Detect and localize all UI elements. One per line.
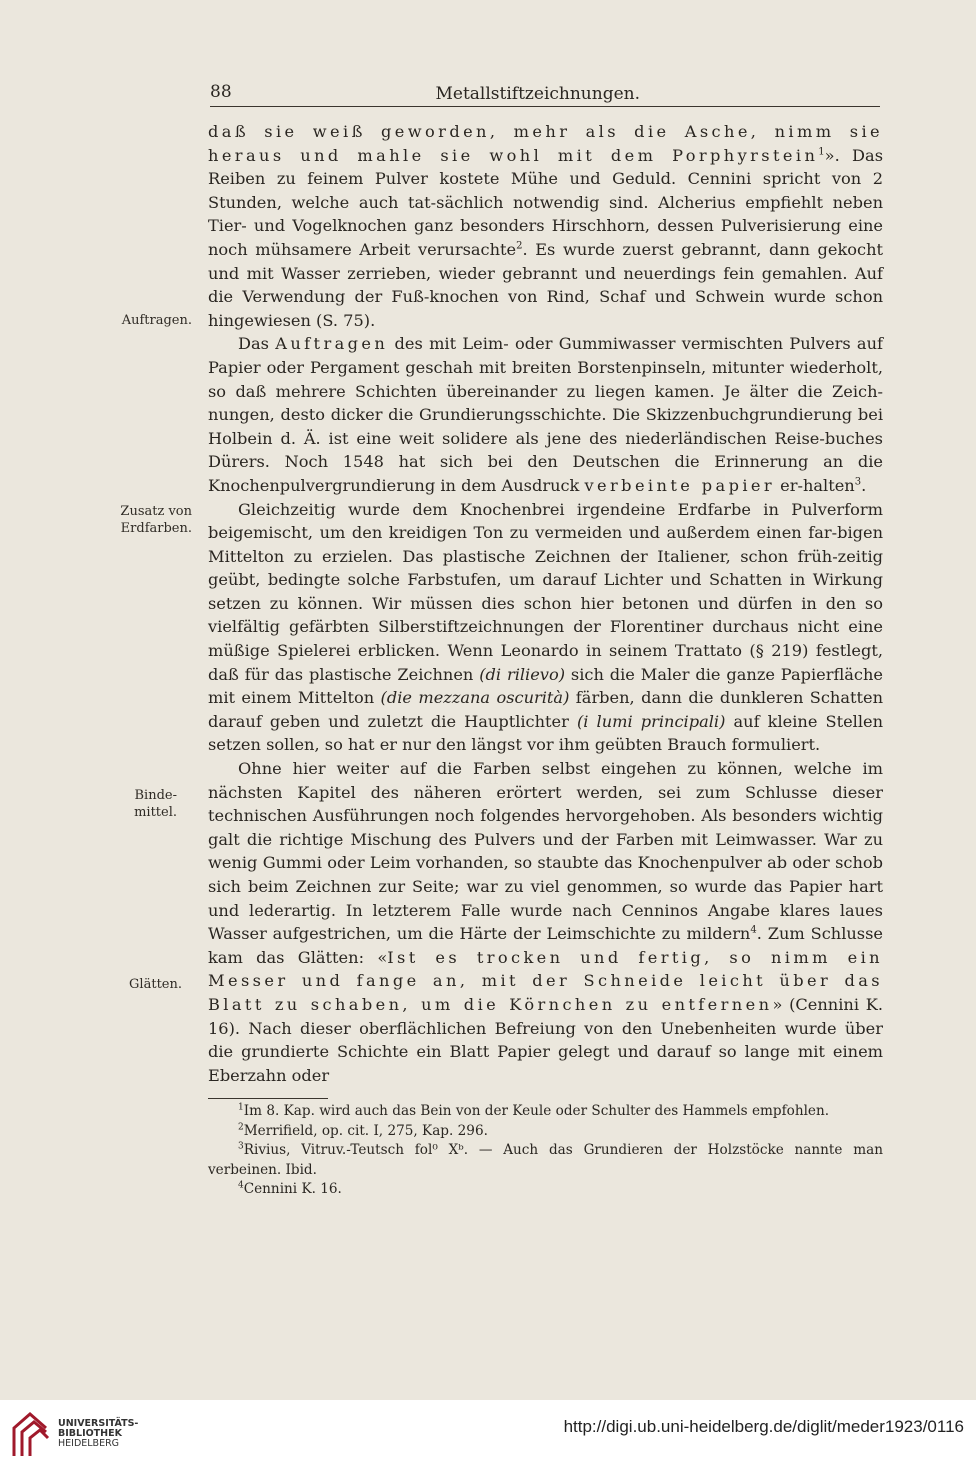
- running-title: Metallstiftzeichnungen.: [435, 84, 640, 104]
- margin-note-auftragen: Auftragen.: [121, 313, 192, 328]
- paragraph-1: daß sie weiß geworden, mehr als die Asche, nimm sie heraus und mahle sie wohl mit dem Porphyrstein$^1$». Das Reiben zu feinem Pulver kostete Mühe und Geduld. Cennini spricht von 2 Stunden, welche auch tat-sächlich notwendig sind. Alcherius empfiehlt neben Tier- und Vogelknochen ganz besonders Hirschhorn, dessen Pulverisierung eine noch mühsamere Arbeit verursachte$^2$. Es wurde zuerst gebrannt, dann gekocht und mit Wasser zerrieben, wieder gebrannt und neuerdings fein gemahlen. Auf die Verwendung der Fuß-knochen von Rind, Schaf und Schwein wurde schon hingewiesen (S. 75).: [208, 122, 883, 330]
- paragraph-3: Gleichzeitig wurde dem Knochenbrei irgendeine Erdfarbe in Pulverform beigemischt, um den kreidigen Ton zu vermeiden und außerdem einen far-bigen Mittelton zu erzielen. Das plastische Zeichnen der Italiener, schon früh-zeitig geübt, bedingte solche Farbstufen, um darauf Lichter und Schatten in Wirkung setzen zu können. Wir müssen dies schon hier betonen und dürfen in den so vielfältig gefärbten Silberstiftzeichnungen der Florentiner durchaus nicht eine müßige Spielerei erblicken. Wenn Leonardo in seinem Trattato (§ 219) festlegt, daß für das plastische Zeichnen (di rilievo) sich die Maler die ganze Papierfläche mit einem Mittelton (die mezzana oscurità) färben, dann die dunkleren Schatten darauf geben und zuletzt die Hauptlichter (i lumi principali) auf kleine Stellen setzen sollen, so hat er nur den längst vor ihm geübten Brauch formuliert.: [208, 499, 884, 755]
- running-header: [210, 80, 880, 107]
- footnote-rule: [208, 1098, 328, 1099]
- footnote-3: $^3$Rivius, Vitruv.-Teutsch fol⁰ Xᵇ. — Auch das Grundieren der Holzstöcke nannte man verbeinen. Ibid.: [208, 1141, 883, 1178]
- university-library-logo-icon: [10, 1408, 52, 1460]
- footnote-2: $^2$Merrifield, op. cit. I, 275, Kap. 296.: [238, 1121, 488, 1139]
- footnote-4: $^4$Cennini K. 16.: [238, 1180, 342, 1197]
- footnotes: [208, 1102, 883, 1200]
- paragraph-2: Das Auftragen des mit Leim- oder Gummiwasser vermischten Pulvers auf Papier oder Pergament geschah mit breiten Borstenpinseln, mitunter wiederholt, so daß mehrere Schichten übereinander zu liegen kamen. Je älter die Zeich-nungen, desto dicker die Grundierungsschichte. Die Skizzenbuchgrundierung bei Holbein d. Ä. ist eine weit solidere als jene des niederländischen Reise-buches Dürers. Noch 1548 hat sich bei den Deutschen die Erinnerung an die Knochenpulvergrundierung in dem Ausdruck verbeinte papier er-halten$^3$.: [208, 334, 883, 495]
- viewer-footer: [0, 1400, 976, 1475]
- footnote-1: $^1$Im 8. Kap. wird auch das Bein von der Keule oder Schulter des Hammels empfohlen.: [238, 1102, 830, 1119]
- margin-note-zusatz: Zusatz von Erdfarben.: [120, 504, 192, 536]
- page-number: 88: [210, 82, 232, 102]
- library-name: UNIVERSITÄTS- BIBLIOTHEK HEIDELBERG: [58, 1418, 139, 1449]
- margin-note-glaetten: Glätten.: [129, 977, 182, 992]
- main-text: [208, 120, 883, 1087]
- margin-note-bindemittel: Binde- mittel.: [134, 788, 177, 820]
- paragraph-4: Ohne hier weiter auf die Farben selbst eingehen zu können, welche im nächsten Kapitel des näheren erörtert werden, sei zum Schlusse dieser technischen Ausführungen noch folgendes hervorgehoben. Als besonders wichtig galt die richtige Mischung des Pulvers und der Farben mit Leimwasser. War zu wenig Gummi oder Leim vorhanden, so staubte das Knochenpulver ab oder schob sich beim Zeichnen zur Seite; war zu viel genommen, so wurde das Papier hart und lederartig. In letzterem Falle wurde nach Cenninos Angabe klares laues Wasser aufgestrichen, um die Härte der Leimschichte zu mildern$^4$. Zum Schlusse kam das Glätten: «Ist es trocken und fertig, so nimm ein Messer und fange an, mit der Schneide leicht über das Blatt zu schaben, um die Körnchen zu entfernen» (Cennini K. 16). Nach dieser oberflächlichen Befreiung von den Unebenheiten wurde über die grundierte Schichte ein Blatt Papier gelegt und darauf so lange mit einem Eberzahn oder: [208, 759, 883, 1085]
- source-url-link[interactable]: http://digi.ub.uni-heidelberg.de/diglit/meder1923/0116: [563, 1417, 964, 1436]
